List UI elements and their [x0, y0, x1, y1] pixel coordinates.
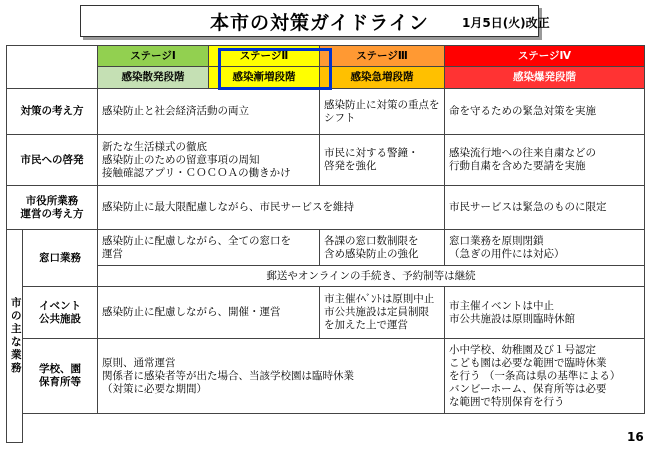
header-blank: [7, 46, 98, 89]
approach-s3: 感染防止に対策の重点をシフト: [320, 89, 445, 135]
awareness-line: 行動自粛を含めた要請を実施: [449, 160, 586, 172]
events-label-line: 公共施設: [39, 312, 81, 325]
main-work-label-char: 主: [11, 323, 22, 335]
row-label-office: [7, 186, 98, 230]
counter-s3: [320, 230, 445, 266]
counter-line: 感染防止に配慮しながら、全ての窓口を: [102, 234, 291, 247]
office-s123: 感染防止に最大限配慮しながら、市民サービスを維持: [98, 186, 445, 230]
events-s4: [445, 287, 645, 339]
main-work-label: [7, 230, 23, 443]
awareness-s4: [445, 135, 645, 186]
row-label-schools: [23, 339, 98, 414]
main-work-label-char: の: [11, 310, 22, 322]
row-label-awareness: 市民への啓発: [7, 135, 98, 186]
schools-s123: [98, 339, 445, 414]
schools-line: な範囲で特別保育を行う: [449, 395, 565, 408]
events-line: 市公共施設は原則臨時休館: [449, 312, 575, 325]
counter-s4: [445, 230, 645, 266]
stage1-phase: 感染散発段階: [98, 67, 209, 89]
counter-line: 各課の窓口数制限を: [324, 234, 419, 247]
counter-line: 運営: [102, 247, 123, 260]
guideline-table: [6, 45, 645, 443]
row-label-counter: 窓口業務: [23, 230, 98, 287]
awareness-line: 新たな生活様式の徹底: [102, 140, 207, 153]
main-work-label-text: [11, 297, 22, 375]
events-s3: [320, 287, 445, 339]
row-label-events: [23, 287, 98, 339]
approach-s12: 感染防止と社会経済活動の両立: [98, 89, 320, 135]
stage2-name: ステージⅡ: [209, 46, 320, 67]
counter-s12: [98, 230, 320, 266]
counter-all: 郵送やオンラインの手続き、予約制等は継続: [98, 266, 645, 287]
stage1-name: ステージⅠ: [98, 46, 209, 67]
awareness-line: 感染防止のための留意事項の周知: [102, 153, 260, 166]
page-title: 本市の対策ガイドライン: [210, 12, 429, 34]
schools-line: 原則、通常運営: [102, 356, 176, 369]
schools-line: 関係者に感染者等が出た場合、当該学校園は臨時休業: [102, 369, 354, 382]
office-label-line: 運営の考え方: [20, 207, 84, 220]
schools-line: （対策に必要な期間）: [102, 382, 207, 395]
page-number: 16: [627, 430, 644, 444]
events-line: を加えた上で運営: [324, 319, 408, 331]
schools-line: バンビーホーム、保育所等は必要: [449, 382, 607, 395]
main-work-label-char: 務: [11, 362, 22, 374]
stage3-name: ステージⅢ: [320, 46, 445, 67]
stage4-name: ステージⅣ: [445, 46, 645, 67]
stage3-phase: 感染急増段階: [320, 67, 445, 89]
main-work-label-char: 市: [11, 297, 22, 309]
counter-line: （急ぎの用件には対応）: [449, 247, 565, 260]
awareness-line: 市民に対する警鐘・: [324, 147, 419, 159]
awareness-s12: [98, 135, 320, 186]
awareness-line: 感染流行地への往来自粛などの: [449, 147, 596, 159]
awareness-line: 接触確認アプリ・ＣＯＣＯＡの働きかけ: [102, 166, 291, 179]
schools-label-line: 保育所等: [39, 376, 81, 388]
office-label-line: 市役所業務: [25, 194, 79, 207]
schools-s4: [445, 339, 645, 414]
approach-s4: 命を守るための緊急対策を実施: [445, 89, 645, 135]
stage4-phase: 感染爆発段階: [445, 67, 645, 89]
counter-line: 窓口業務を原則閉鎖: [449, 234, 544, 247]
main-work-label-char: 業: [11, 349, 22, 361]
events-s12: 感染防止に配慮しながら、開催・運営: [98, 287, 320, 339]
counter-line: 含め感染防止の強化: [324, 247, 419, 260]
stage2-phase: 感染漸増段階: [209, 67, 320, 89]
events-line: 市公共施設は定員制限: [324, 306, 429, 318]
schools-line: を行う （一条高は県の基準による）: [449, 369, 621, 382]
awareness-line: 啓発を強化: [324, 160, 377, 172]
revision-date: 1月5日(火)改正: [462, 16, 550, 30]
events-line: 市主催ｲﾍﾞﾝﾄは原則中止: [324, 293, 435, 305]
schools-line: 小中学校、幼稚園及び１号認定: [449, 343, 596, 356]
row-label-approach: 対策の考え方: [7, 89, 98, 135]
awareness-s3: [320, 135, 445, 186]
events-label-line: イベント: [39, 299, 81, 312]
main-work-label-char: な: [11, 336, 22, 348]
schools-line: こども園は必要な範囲で臨時休業: [449, 356, 607, 369]
schools-label-line: 学校、園: [39, 363, 81, 375]
events-line: 市主催イベントは中止: [449, 299, 554, 312]
office-s4: 市民サービスは緊急のものに限定: [445, 186, 645, 230]
